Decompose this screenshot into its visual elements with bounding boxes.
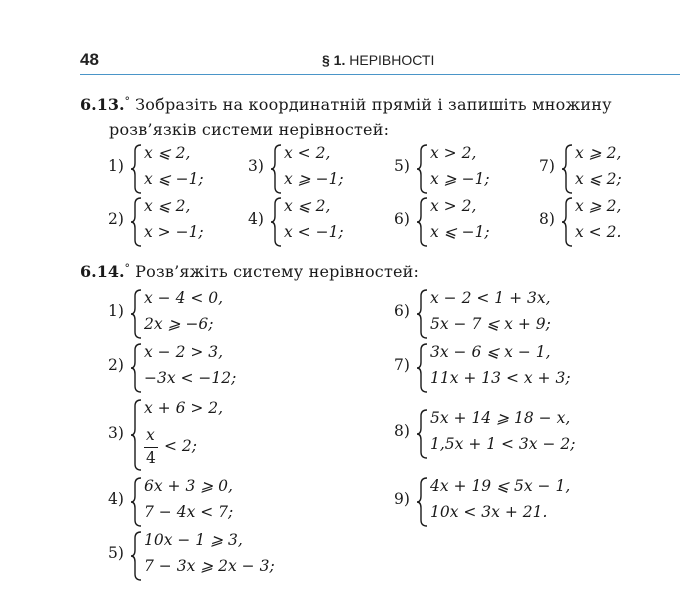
left-brace-icon	[561, 143, 575, 195]
section-mark: § 1.	[322, 52, 346, 68]
item-number: 4)	[248, 210, 264, 228]
left-brace-icon	[416, 143, 430, 195]
inequality-1: x ⩾ 2,	[575, 144, 622, 162]
item-number: 5)	[394, 157, 410, 175]
inequality-1: x − 4 < 0,	[144, 289, 224, 307]
degree-mark: °	[124, 95, 131, 108]
left-brace-icon	[561, 196, 575, 248]
item-number: 3)	[108, 424, 124, 442]
item-number: 7)	[539, 157, 555, 175]
fraction-numerator: x	[146, 426, 155, 444]
left-brace-icon	[416, 408, 430, 460]
inequality-2: 2x ⩾ −6;	[144, 315, 214, 333]
inequality-2: −3x < −12;	[144, 369, 237, 387]
inequality-2-rest: < 2;	[164, 437, 197, 455]
left-brace-icon	[130, 342, 144, 394]
item-number: 8)	[394, 422, 410, 440]
left-brace-icon	[130, 143, 144, 195]
running-header	[322, 52, 434, 68]
item-number: 6)	[394, 302, 410, 320]
item-number: 2)	[108, 210, 124, 228]
item-number: 5)	[108, 544, 124, 562]
item-number: 1)	[108, 302, 124, 320]
item-number: 7)	[394, 356, 410, 374]
inequality-2: x ⩾ −1;	[430, 170, 490, 188]
left-brace-icon	[416, 196, 430, 248]
inequality-1: x ⩽ 2,	[144, 197, 191, 215]
inequality-1: x > 2,	[430, 144, 477, 162]
inequality-2: 5x − 7 ⩽ x + 9;	[430, 315, 551, 333]
inequality-2: 7 − 3x ⩾ 2x − 3;	[144, 557, 275, 575]
left-brace-icon	[416, 288, 430, 340]
left-brace-icon	[270, 143, 284, 195]
inequality-1: x + 6 > 2,	[144, 399, 224, 417]
page-number: 48	[80, 50, 99, 69]
exercise-6-13-heading	[80, 95, 612, 114]
inequality-1: x − 2 > 3,	[144, 343, 224, 361]
exercise-6-13-number: 6.13.	[80, 95, 125, 114]
header-rule	[80, 74, 680, 75]
inequality-1: x > 2,	[430, 197, 477, 215]
left-brace-icon	[270, 196, 284, 248]
inequality-2: x < 2.	[575, 223, 622, 241]
item-number: 2)	[108, 356, 124, 374]
item-number: 1)	[108, 157, 124, 175]
inequality-2: x ⩽ −1;	[430, 223, 490, 241]
inequality-2: x ⩽ −1;	[144, 170, 204, 188]
inequality-2: 11x + 13 < x + 3;	[430, 369, 571, 387]
fraction-denominator: 4	[146, 449, 156, 467]
left-brace-icon	[130, 288, 144, 340]
inequality-2: x < −1;	[284, 223, 344, 241]
inequality-2: 7 − 4x < 7;	[144, 503, 234, 521]
item-number: 4)	[108, 490, 124, 508]
left-brace-icon	[416, 342, 430, 394]
fraction-bar	[144, 447, 158, 448]
section-title: НЕРІВНОСТІ	[349, 52, 435, 68]
inequality-1: 5x + 14 ⩾ 18 − x,	[430, 409, 571, 427]
inequality-1: x − 2 < 1 + 3x,	[430, 289, 551, 307]
left-brace-icon	[416, 476, 430, 528]
inequality-1: x ⩾ 2,	[575, 197, 622, 215]
inequality-2: x ⩽ 2;	[575, 170, 622, 188]
left-brace-icon	[130, 196, 144, 248]
inequality-1: 10x − 1 ⩾ 3,	[144, 531, 243, 549]
inequality-2: x ⩾ −1;	[284, 170, 344, 188]
inequality-2: 1,5x + 1 < 3x − 2;	[430, 435, 576, 453]
exercise-6-13-text-line1: Зобразіть на координатній прямій і запишіть множину	[135, 95, 612, 114]
inequality-1: 4x + 19 ⩽ 5x − 1,	[430, 477, 571, 495]
item-number: 9)	[394, 490, 410, 508]
degree-mark: °	[124, 262, 131, 275]
left-brace-icon	[130, 530, 144, 582]
left-brace-icon	[130, 476, 144, 528]
exercise-6-14-number: 6.14.	[80, 262, 125, 281]
inequality-2: 10x < 3x + 21.	[430, 503, 548, 521]
inequality-2: x > −1;	[144, 223, 204, 241]
inequality-1: x ⩽ 2,	[144, 144, 191, 162]
inequality-1: x < 2,	[284, 144, 331, 162]
left-brace-icon	[130, 398, 144, 472]
inequality-1: x ⩽ 2,	[284, 197, 331, 215]
inequality-1: 6x + 3 ⩾ 0,	[144, 477, 233, 495]
exercise-6-13-text-line2: розв’язків системи нерівностей:	[109, 120, 390, 139]
item-number: 3)	[248, 157, 264, 175]
exercise-6-14-heading	[80, 262, 419, 281]
inequality-1: 3x − 6 ⩽ x − 1,	[430, 343, 551, 361]
item-number: 8)	[539, 210, 555, 228]
exercise-6-14-text: Розв’яжіть систему нерівностей:	[135, 262, 420, 281]
item-number: 6)	[394, 210, 410, 228]
